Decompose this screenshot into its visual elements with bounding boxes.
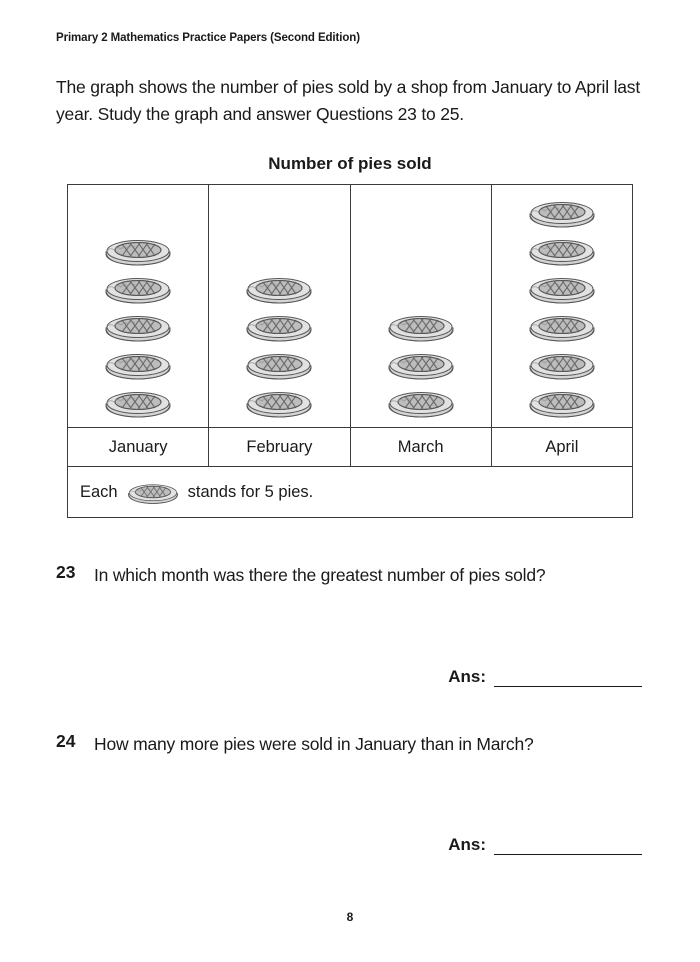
answer-line[interactable] bbox=[494, 836, 642, 855]
pie-icon bbox=[245, 309, 313, 343]
question-text: How many more pies were sold in January than in March? bbox=[94, 733, 534, 754]
pie-icon bbox=[104, 385, 172, 419]
chart-title: Number of pies sold bbox=[268, 154, 432, 174]
pie-icon bbox=[387, 309, 455, 343]
answer-line[interactable] bbox=[494, 668, 642, 687]
pictograph-legend bbox=[68, 467, 632, 517]
category-label-february: February bbox=[209, 428, 350, 466]
pie-icon bbox=[245, 347, 313, 381]
category-label-march: March bbox=[351, 428, 492, 466]
pie-icon bbox=[245, 385, 313, 419]
legend-prefix: Each bbox=[80, 482, 118, 501]
pie-icon bbox=[387, 347, 455, 381]
pie-icon bbox=[104, 347, 172, 381]
pie-icon bbox=[528, 309, 596, 343]
pie-icon bbox=[528, 195, 596, 229]
answer-row-24 bbox=[56, 835, 644, 855]
page-number: 8 bbox=[346, 910, 354, 924]
pie-icon bbox=[528, 347, 596, 381]
question-number: 24 bbox=[56, 730, 76, 751]
pictograph-column-january bbox=[68, 185, 209, 427]
category-label-april: April bbox=[545, 437, 579, 456]
pie-icon bbox=[104, 309, 172, 343]
question-24 bbox=[56, 731, 644, 757]
pictograph bbox=[67, 184, 633, 518]
pie-icon bbox=[104, 271, 172, 305]
pictograph-category-labels bbox=[68, 427, 632, 467]
answer-label: Ans: bbox=[448, 834, 486, 854]
pie-icon bbox=[104, 233, 172, 267]
intro-paragraph: The graph shows the number of pies sold by a shop from January to April last year. Study the graph and answer Questions 23 to 25. bbox=[56, 77, 641, 125]
category-label-january: January bbox=[68, 428, 209, 466]
pictograph-column-march bbox=[351, 185, 492, 427]
pie-icon bbox=[528, 385, 596, 419]
question-23 bbox=[56, 562, 644, 588]
pie-icon bbox=[245, 271, 313, 305]
pictograph-column-february bbox=[209, 185, 350, 427]
pie-icon bbox=[528, 233, 596, 267]
pictograph-columns bbox=[68, 185, 632, 427]
question-number: 23 bbox=[56, 562, 76, 583]
legend-pie-icon bbox=[127, 479, 179, 505]
answer-label: Ans: bbox=[448, 666, 486, 686]
legend-suffix: stands for 5 pies. bbox=[187, 482, 314, 501]
pie-icon bbox=[387, 385, 455, 419]
answer-row-23 bbox=[56, 667, 644, 687]
pie-icon bbox=[528, 271, 596, 305]
running-head: Primary 2 Mathematics Practice Papers (Second Edition) bbox=[56, 32, 360, 44]
pictograph-column-april bbox=[492, 185, 632, 427]
question-text: In which month was there the greatest number of pies sold? bbox=[94, 565, 546, 586]
